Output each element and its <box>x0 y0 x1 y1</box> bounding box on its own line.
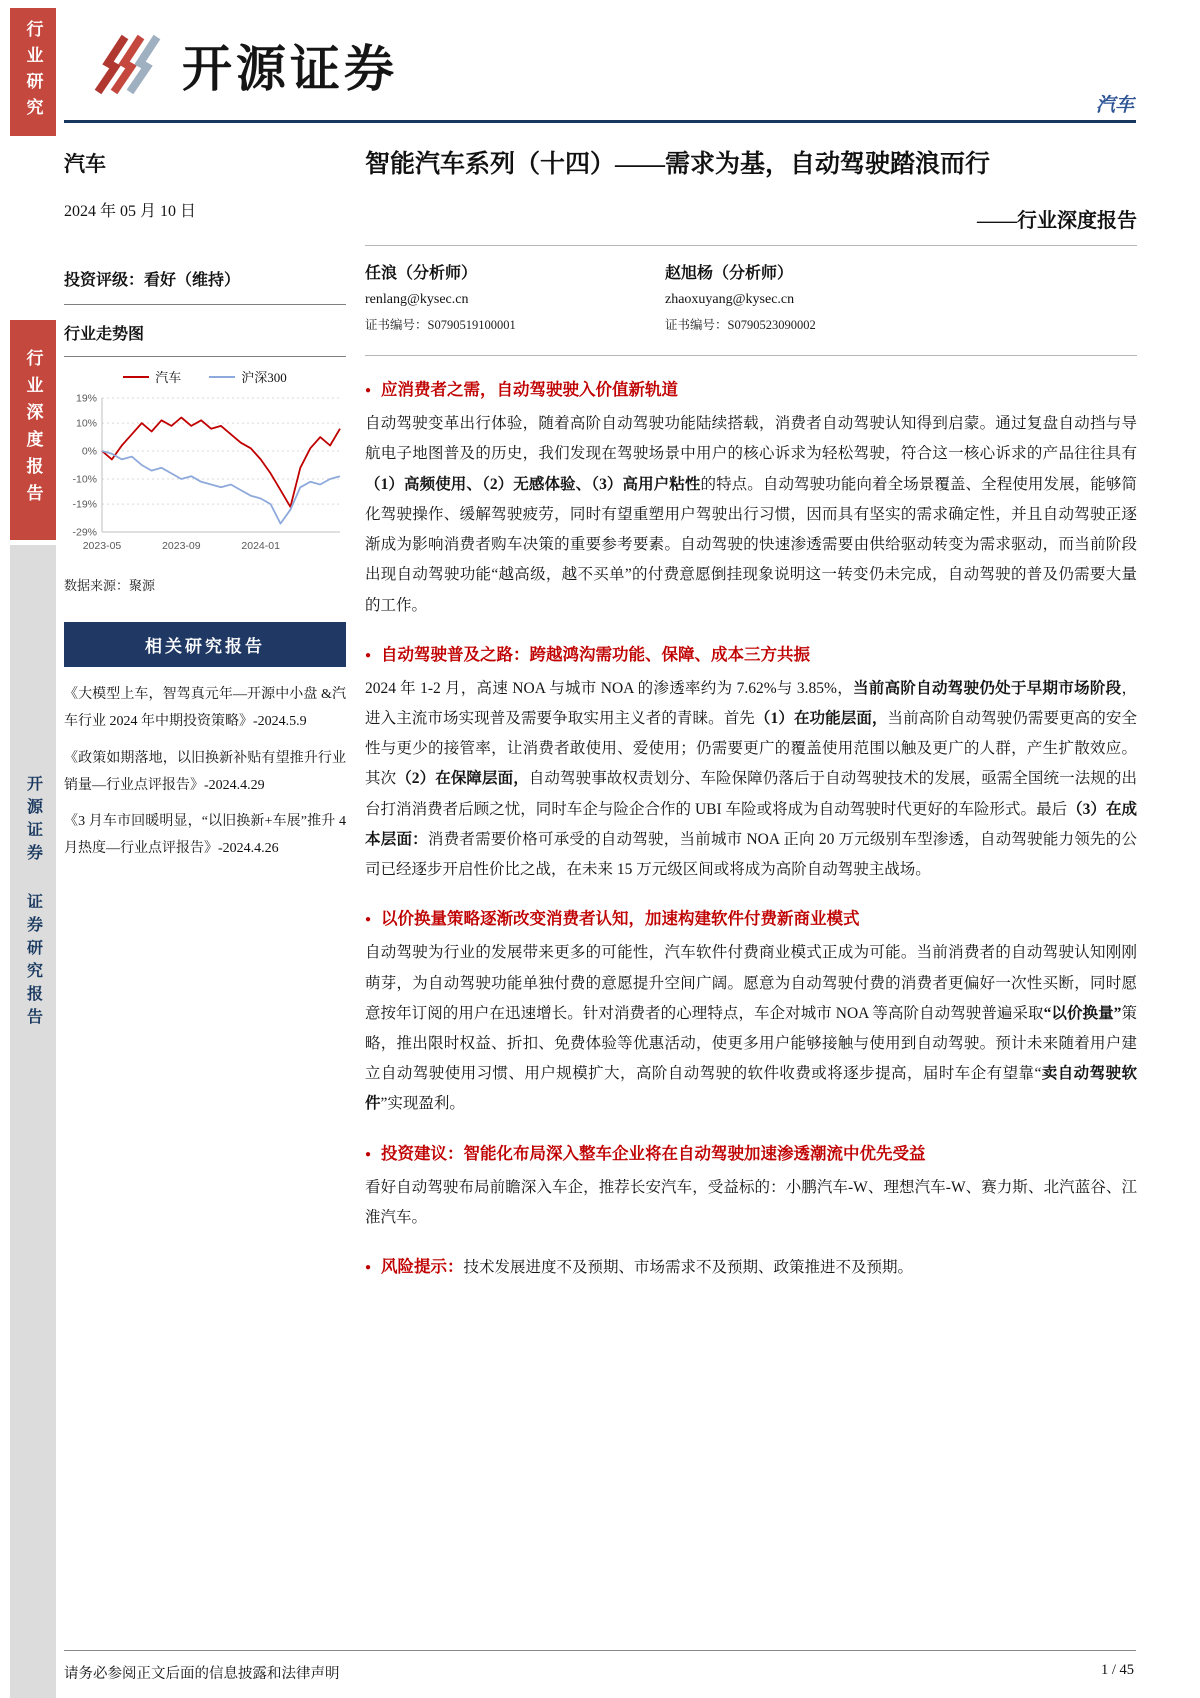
section-heading-text: 以价换量策略逐渐改变消费者认知，加速构建软件付费新商业模式 <box>381 909 860 929</box>
legend-item <box>123 367 181 386</box>
analyst-cert: 证书编号：S0790523090002 <box>665 318 816 333</box>
page-number: 1 / 45 <box>1100 1662 1134 1678</box>
svg-text:19%: 19% <box>75 392 97 405</box>
analyst-card <box>365 260 665 333</box>
analyst-name: 赵旭杨（分析师） <box>665 265 794 283</box>
related-report-item: 《大模型上车，智驾真元年—开源中小盘 &汽车行业 2024 年中期投资策略》-2024.5.9 <box>64 687 346 730</box>
trend-chart-svg <box>64 390 346 562</box>
industry-tag: 汽车 <box>1095 95 1134 116</box>
svg-text:2023-09: 2023-09 <box>162 540 201 552</box>
section-heading-text: 风险提示： <box>381 1257 464 1277</box>
section-paragraph: 自动驾驶为行业的发展带来更多的可能性，汽车软件付费商业模式正成为可能。当前消费者的自动驾驶认知刚刚萌芽，为自动驾驶功能单独付费的意愿提升空间广阔。愿意为自动驾驶付费的消费者更偏好一次性买断，同时愿意按年订阅的用户在迅速增长。针对消费者的心理特点，车企对城市 NOA 等高阶自动驾驶普遍采取“以价换量”策略，推出限时权益、折扣、免费体验等优惠活动，使更多用户能够接触与使用到自动驾驶。预计未来随着用户建立自动驾驶使用习惯、用户规模扩大，高阶自动驾驶的软件收费或将逐步提高，届时车企有望靠“卖自动驾驶软件”实现盈利。 <box>365 944 1137 1113</box>
bullet-icon: ● <box>365 1148 372 1160</box>
legend-item <box>209 367 287 386</box>
strip-research-report-label: 证券研究报告 <box>24 893 42 1031</box>
bullet-icon: ● <box>365 914 372 926</box>
report-subtitle: ——行业深度报告 <box>977 210 1137 233</box>
sidebar-strip-industry-research <box>10 8 56 136</box>
analyst-card <box>665 260 965 333</box>
bullet-icon: ● <box>365 1262 372 1274</box>
sidebar-strip-brand <box>10 545 56 1698</box>
strip-depth-report-label: 行业深度报告 <box>23 349 43 511</box>
data-source: 数据来源：聚源 <box>64 578 156 593</box>
svg-text:-19%: -19% <box>72 498 97 511</box>
section-paragraph: 看好自动驾驶布局前瞻深入车企，推荐长安汽车，受益标的：小鹏汽车-W、理想汽车-W、赛力斯、北汽蓝谷、江淮汽车。 <box>365 1178 1137 1226</box>
divider <box>365 355 1137 356</box>
main-column <box>365 142 1137 1277</box>
sidebar-strip-depth-report <box>10 320 56 540</box>
section-heading-text: 自动驾驶普及之路：跨越鸿沟需功能、保障、成本三方共振 <box>381 644 811 664</box>
svg-text:2024-01: 2024-01 <box>241 540 280 552</box>
header-divider <box>64 120 1136 123</box>
related-report-item: 《3 月车市回暖明显，“以旧换新+车展”推升 4 月热度—行业点评报告》-2024.4.26 <box>64 814 346 857</box>
report-date: 2024 年 05 月 10 日 <box>64 203 197 220</box>
section-heading <box>365 1253 1137 1277</box>
footer-divider <box>64 1650 1136 1651</box>
svg-text:0%: 0% <box>81 445 97 458</box>
analyst-email: renlang@kysec.cn <box>365 292 469 308</box>
chart-legend <box>64 367 346 386</box>
analyst-name: 任浪（分析师） <box>365 265 478 283</box>
industry-name: 汽车 <box>64 152 106 176</box>
analysts-block <box>365 246 1137 343</box>
related-reports-header: 相关研究报告 <box>64 622 346 667</box>
related-report-item: 《政策如期落地，以旧换新补贴有望推升行业销量—行业点评报告》-2024.4.29 <box>64 750 346 793</box>
related-reports-list <box>64 681 346 863</box>
section-paragraph: 2024 年 1-2 月，高速 NOA 与城市 NOA 的渗透率约为 7.62%与 3.85%，当前高阶自动驾驶仍处于早期市场阶段，进入主流市场实现普及需要争取实用主义者的青睐。首先（1）在功能层面，当前高阶自动驾驶仍需要更高的安全性与更少的接管率，让消费者敢使用、爱使用；仍需要更广的覆盖使用范围以触及更广的人群，产生扩散效应。其次（2）在保障层面，自动驾驶事故权责划分、车险保障仍落后于自动驾驶技术的发展，亟需全国统一法规的出台打消消费者后顾之忧，同时车企与险企合作的 UBI 车险或将成为自动驾驶时代更好的车险形式。最后（3）在成本层面：消费者需要价格可承受的自动驾驶，当前城市 NOA 正向 20 万元级别车型渗透，自动驾驶能力领先的公司已经逐步开启性价比之战，在未来 15 万元级区间或将成为高阶自动驾驶主战场。 <box>365 679 1137 879</box>
sections <box>365 376 1137 1277</box>
analyst-email: zhaoxuyang@kysec.cn <box>665 292 795 308</box>
legend-swatch <box>123 376 149 378</box>
section-heading-tail: 技术发展进度不及预期、市场需求不及预期、政策推进不及预期。 <box>463 1259 914 1277</box>
section-heading-text: 投资建议：智能化布局深入整车企业将在自动驾驶加速渗透潮流中优先受益 <box>381 1143 926 1163</box>
svg-text:10%: 10% <box>75 417 97 430</box>
report-title: 智能汽车系列（十四）——需求为基，自动驾驶踏浪而行 <box>365 151 991 178</box>
bullet-icon: ● <box>365 649 372 661</box>
legend-label: 沪深300 <box>241 370 287 385</box>
section-heading <box>365 641 1137 665</box>
chart-title: 行业走势图 <box>64 321 346 357</box>
section-heading <box>365 1140 1137 1164</box>
strip-brand-label: 开源证券 <box>24 775 42 867</box>
brand-logo-icon <box>88 26 166 104</box>
legend-swatch <box>209 376 235 378</box>
section-heading-text: 应消费者之需，自动驾驶驶入价值新轨道 <box>381 380 679 400</box>
svg-text:2023-05: 2023-05 <box>82 540 122 552</box>
investment-rating: 投资评级：看好（维持） <box>64 267 346 305</box>
brand-name: 开源证券 <box>182 41 398 97</box>
left-column <box>64 148 346 872</box>
section-heading <box>365 376 1137 400</box>
section-paragraph: 自动驾驶变革出行体验，随着高阶自动驾驶功能陆续搭载，消费者自动驾驶认知得到启蒙。通过复盘自动挡与导航电子地图普及的历史，我们发现在驾驶场景中用户的核心诉求为轻松驾驶，符合这一核心诉求的产品往往具有（1）高频使用、（2）无感体验、（3）高用户粘性的特点。自动驾驶功能向着全场景覆盖、全程使用发展，能够简化驾驶操作、缓解驾驶疲劳，同时有望重塑用户驾驶出行习惯，因而具有坚实的需求确定性，并且自动驾驶正逐渐成为影响消费者购车决策的重要参考要素。自动驾驶的快速渗透需要由供给驱动转变为需求驱动，而当前阶段出现自动驾驶功能“越高级，越不买单”的付费意愿倒挂现象说明这一转变仍未完成，自动驾驶的普及仍需要大量的工作。 <box>365 415 1137 614</box>
industry-trend-chart <box>64 367 346 567</box>
analyst-cert: 证书编号：S0790519100001 <box>365 318 516 333</box>
svg-text:-10%: -10% <box>72 473 97 486</box>
svg-text:-29%: -29% <box>72 526 97 539</box>
strip-industry-research-label: 行业研究 <box>23 20 43 124</box>
section-heading <box>365 905 1137 929</box>
footer-disclaimer: 请务必参阅正文后面的信息披露和法律声明 <box>64 1666 340 1682</box>
bullet-icon: ● <box>365 385 372 397</box>
brand-logo <box>88 26 398 104</box>
legend-label: 汽车 <box>155 370 182 385</box>
